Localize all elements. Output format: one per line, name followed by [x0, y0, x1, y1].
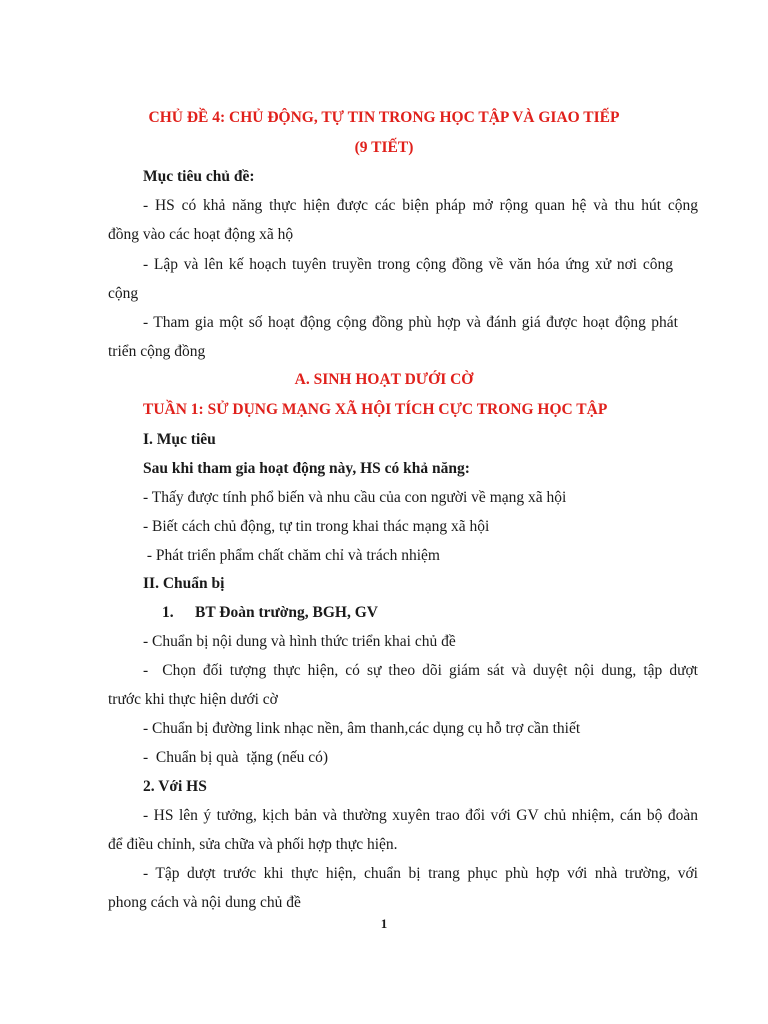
prep-item-1: - Chuẩn bị nội dung và hình thức triển khai chủ đề — [143, 633, 456, 650]
section-a-heading: A. SINH HOẠT DƯỚI CỜ — [294, 371, 474, 388]
objective-1-line2: đồng vào các hoạt động xã hộ — [108, 226, 294, 243]
topic-title: CHỦ ĐỀ 4: CHỦ ĐỘNG, TỰ TIN TRONG HỌC TẬP VÀ GIAO TIẾP — [148, 109, 620, 126]
prep-item-2-line1: - Chọn đối tượng thực hiện, có sự theo dõi giám sát và duyệt nội dung, tập dượt — [143, 662, 698, 679]
objective-2-line1: - Lập và lên kế hoạch tuyên truyền trong cộng đồng về văn hóa ứng xử nơi công — [143, 256, 673, 273]
prep-item-3: - Chuẩn bị đường link nhạc nền, âm thanh,các dụng cụ hỗ trợ cần thiết — [143, 720, 581, 737]
prep-item-4: - Chuẩn bị quà tặng (nếu có) — [143, 749, 329, 766]
prep-item-5-line2: để điều chỉnh, sửa chữa và phối hợp thực hiện. — [108, 836, 398, 853]
prep-item-5-line1: - HS lên ý tưởng, kịch bản và thường xuyên trao đổi với GV chủ nhiệm, cán bộ đoàn — [143, 807, 698, 824]
goals-intro: Sau khi tham gia hoạt động này, HS có khả năng: — [143, 460, 470, 477]
objective-1-line1: - HS có khả năng thực hiện được các biện pháp mở rộng quan hệ và thu hút cộng — [143, 197, 698, 214]
prep-sub2-heading: 2. Với HS — [143, 778, 207, 795]
prep-sub1-number: 1. — [162, 604, 174, 621]
page-number: 1 — [380, 916, 388, 931]
objective-3-line1: - Tham gia một số hoạt động cộng đồng phù hợp và đánh giá được hoạt động phát — [143, 314, 678, 331]
goal-3: - Phát triển phẩm chất chăm chỉ và trách nhiệm — [143, 547, 440, 564]
prep-sub1-label: BT Đoàn trường, BGH, GV — [195, 604, 378, 621]
week-1-heading: TUẦN 1: SỬ DỤNG MẠNG XÃ HỘI TÍCH CỰC TRONG HỌC TẬP — [143, 401, 608, 418]
topic-duration: (9 TIẾT) — [354, 139, 414, 156]
goal-1: - Thấy được tính phổ biến và nhu cầu của con người về mạng xã hội — [143, 489, 567, 506]
objective-2-line2: cộng — [108, 285, 139, 302]
prep-item-6-line2: phong cách và nội dung chủ đề — [108, 894, 301, 911]
prep-heading: II. Chuẩn bị — [143, 575, 225, 592]
prep-item-2-line2: trước khi thực hiện dưới cờ — [108, 691, 278, 708]
objective-3-line2: triển cộng đồng — [108, 343, 206, 360]
prep-item-6-line1: - Tập dượt trước khi thực hiện, chuẩn bị trang phục phù hợp với nhà trường, với — [143, 865, 698, 882]
goals-heading: I. Mục tiêu — [143, 431, 216, 448]
goal-2: - Biết cách chủ động, tự tin trong khai thác mạng xã hội — [143, 518, 490, 535]
objectives-heading: Mục tiêu chủ đề: — [143, 168, 255, 185]
